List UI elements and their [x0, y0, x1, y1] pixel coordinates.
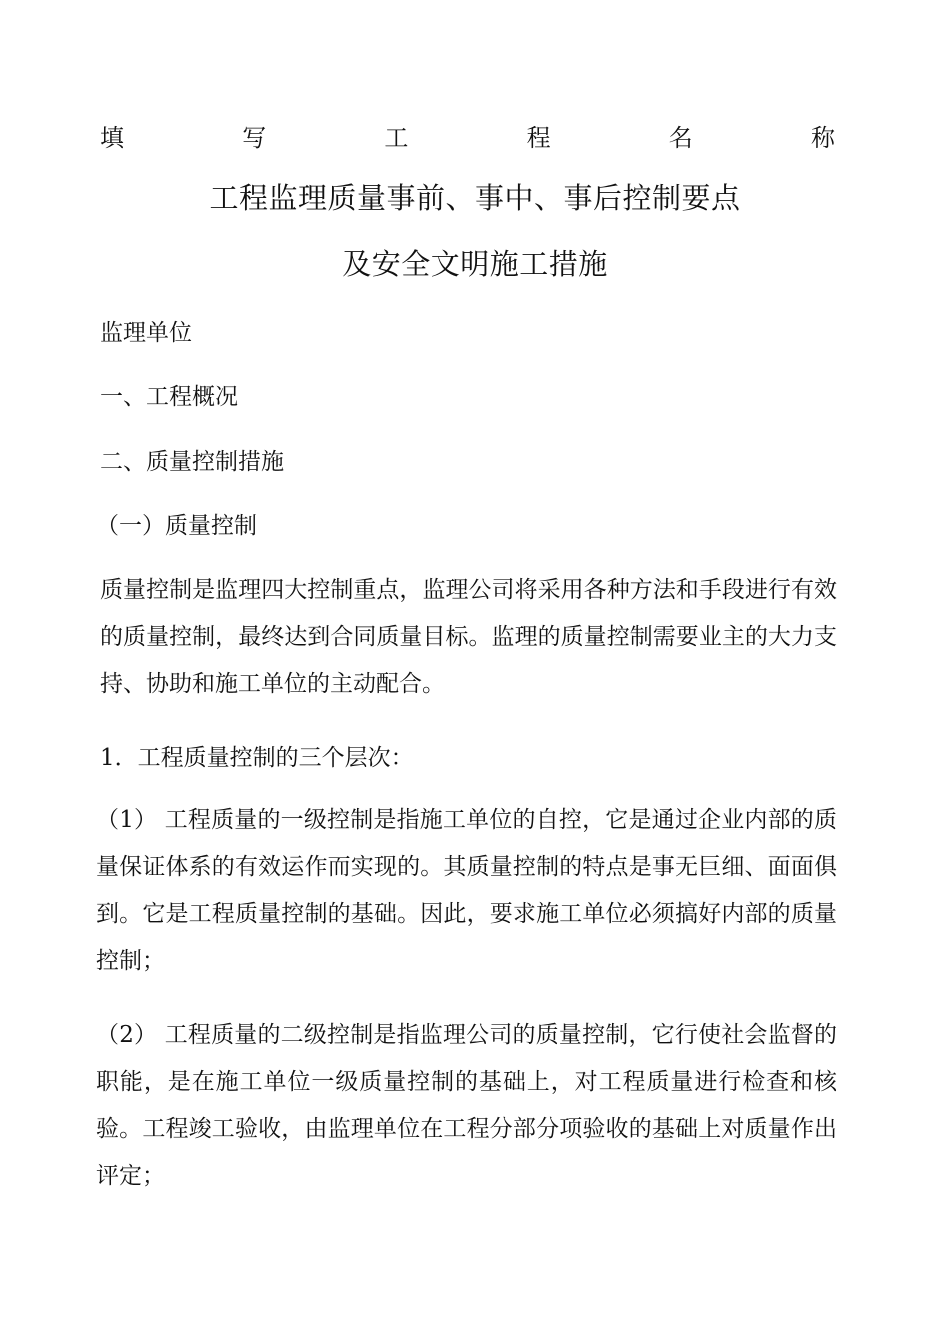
supervision-unit-label: 监理单位 — [100, 320, 192, 346]
project-name-placeholder — [100, 118, 835, 158]
paragraph-intro: 质量控制是监理四大控制重点，监理公司将采用各种方法和手段进行有效的质量控制，最终达到合同质量目标。监理的质量控制需要业主的大力支持、协助和施工单位的主动配合。 — [100, 577, 837, 697]
paragraph-level-one-control: （1） 工程质量的一级控制是指施工单位的自控，它是通过企业内部的质量保证体系的有效运作而实现的。其质量控制的特点是事无巨细、面面俱到。它是工程质量控制的基础。因此，要求施工单位必须搞好内部的质量控制； — [96, 807, 837, 974]
project-name-char: 称 — [810, 124, 835, 152]
item-heading-three-levels: 1．工程质量控制的三个层次： — [100, 745, 414, 771]
document-title-line2: 及安全文明施工措施 — [342, 247, 608, 281]
project-name-char: 程 — [526, 124, 551, 152]
section-heading-quality-measures: 二、质量控制措施 — [100, 449, 284, 475]
project-name-char: 工 — [384, 124, 409, 152]
document-title-line1: 工程监理质量事前、事中、事后控制要点 — [209, 181, 741, 215]
paragraph-level-two-control: （2） 工程质量的二级控制是指监理公司的质量控制，它行使社会监督的职能，是在施工单位一级质量控制的基础上，对工程质量进行检查和核验。工程竣工验收，由监理单位在工程分部分项验收的基础上对质量作出评定； — [96, 1022, 837, 1189]
project-name-char: 写 — [242, 124, 267, 152]
project-name-char: 填 — [100, 124, 124, 152]
section-heading-overview: 一、工程概况 — [100, 384, 238, 410]
project-name-char: 名 — [668, 124, 693, 152]
subsection-heading-quality-control: （一）质量控制 — [96, 513, 257, 539]
